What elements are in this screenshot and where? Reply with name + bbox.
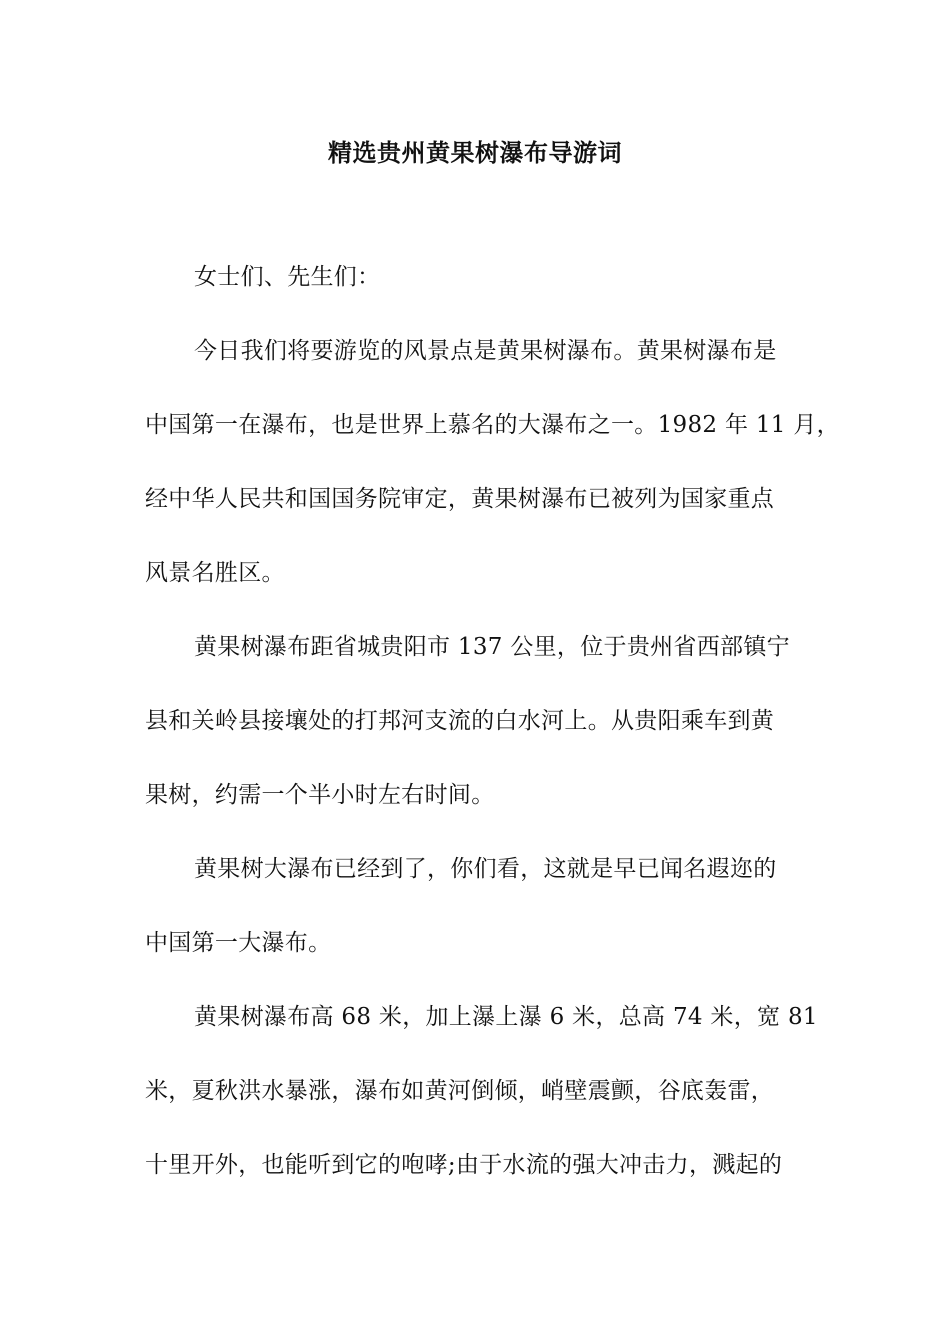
text-line: 黄果树大瀑布已经到了，你们看，这就是早已闻名遐迩的	[194, 856, 777, 882]
text-line: 中国第一在瀑布，也是世界上慕名的大瀑布之一。1982 年 11 月，	[145, 412, 840, 438]
text-line: 县和关岭县接壤处的打邦河支流的白水河上。从贵阳乘车到黄	[145, 708, 775, 734]
text-line: 黄果树瀑布高 68 米，加上瀑上瀑 6 米，总高 74 米，宽 81	[194, 1004, 818, 1030]
document-title: 精选贵州黄果树瀑布导游词	[328, 138, 622, 167]
text-line: 果树，约需一个半小时左右时间。	[145, 782, 495, 808]
text-line: 中国第一大瀑布。	[145, 930, 332, 956]
text-line: 今日我们将要游览的风景点是黄果树瀑布。黄果树瀑布是	[194, 338, 777, 364]
text-line: 十里开外，也能听到它的咆哮;由于水流的强大冲击力，溅起的	[145, 1152, 783, 1178]
text-line: 女士们、先生们：	[194, 264, 381, 290]
text-line: 风景名胜区。	[145, 560, 285, 586]
text-line: 黄果树瀑布距省城贵阳市 137 公里，位于贵州省西部镇宁	[194, 634, 790, 660]
text-line: 经中华人民共和国国务院审定，黄果树瀑布已被列为国家重点	[145, 486, 775, 512]
text-line: 米，夏秋洪水暴涨，瀑布如黄河倒倾，峭壁震颤，谷底轰雷，	[145, 1078, 775, 1104]
